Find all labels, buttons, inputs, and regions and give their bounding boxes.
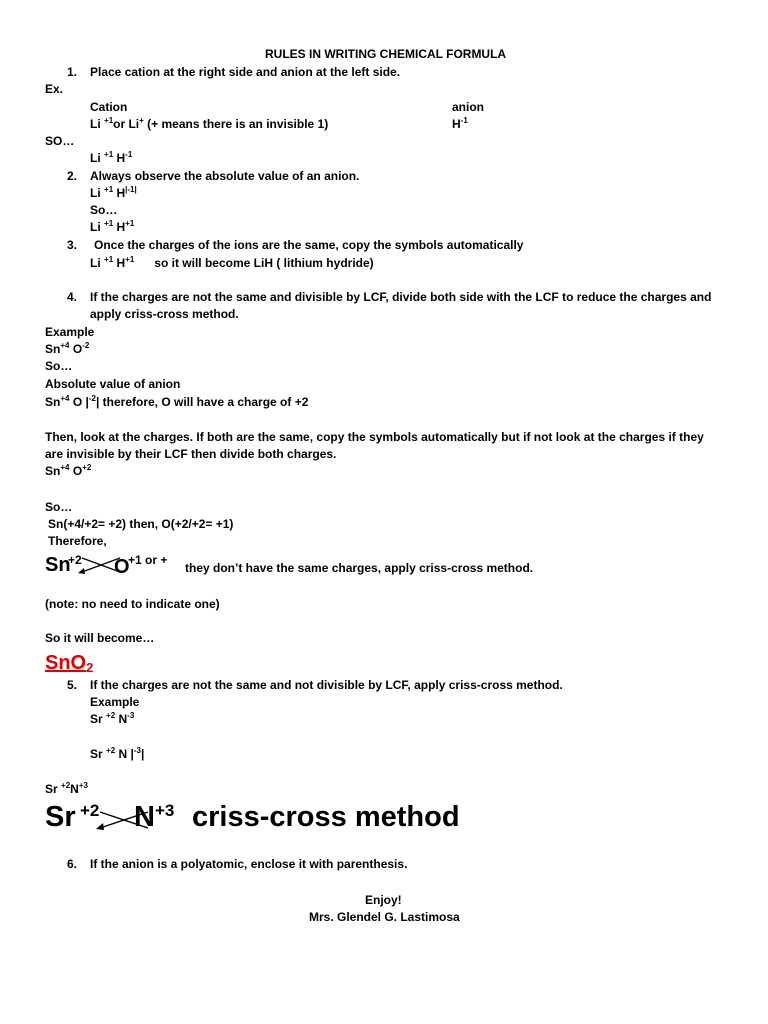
big-sn-charge: +2 [68, 553, 82, 567]
author-name: Mrs. Glendel G. Lastimosa [309, 910, 460, 924]
sno-formula-2: $Sn^{+4}$ $O^{+2}$ [45, 463, 92, 478]
criss-cross-arrows-sno [60, 554, 130, 578]
srn-abs-line: Sr $^{+2}$ N $|^{-3}|$ [90, 746, 145, 761]
rule-1-text: Place cation at the right side and anion at the left side. [90, 65, 401, 79]
srn-formula-2: Sr $^{+2}N^{+3}$ [45, 781, 88, 796]
therefore-label: Therefore, [48, 534, 107, 548]
example-label-4: Example [45, 325, 95, 339]
sno-formula-1: $Sn^{+4}$ $O^{-2}$ [45, 341, 90, 356]
then-paragraph: Then, look at the charges. If both are the same, copy the symbols automatically but if not look at the charges if they are invisible by their LCF then divide both charges. [45, 430, 704, 461]
sno2-result: SnO$_2$ [45, 652, 94, 675]
big-sr-charge: +2 [80, 801, 100, 820]
rule-2-text: Always observe the absolute value of an anion. [90, 169, 360, 183]
so-label-3: So… [45, 359, 73, 373]
lih-formula-2: Li $^{+1}$ $H^{+1}$ [90, 219, 135, 234]
big-n-charge: +3 [155, 801, 175, 820]
anion-heading: anion [452, 100, 484, 114]
big-sn: Sn [45, 554, 71, 576]
rule-3-number: 3. [67, 238, 78, 252]
big-o: O [114, 556, 130, 578]
rule-5-text: If the charges are not the same and not divisible by LCF, apply criss-cross method. [90, 678, 563, 692]
document-title: RULES IN WRITING CHEMICAL FORMULA [265, 47, 507, 61]
example-label: Ex. [45, 82, 64, 96]
so-label-2: So… [90, 203, 118, 217]
rule-1-number: 1. [67, 65, 78, 79]
cation-heading: Cation [90, 100, 128, 114]
criss-cross-arrows-srn [78, 808, 158, 832]
rule-4-text: If the charges are not the same and divisible by LCF, divide both side with the LCF to reduce the charges and apply criss-cross method. [90, 290, 712, 321]
big-o-charge: +1 or + [128, 553, 168, 567]
lih-formula-abs: Li $^{+1}$ $H^{|-1|}$ [90, 185, 137, 200]
rule-3-text: Once the charges of the ions are the same, copy the symbols automatically [94, 238, 524, 252]
criss-cross-label: criss-cross method [192, 801, 460, 833]
lih-formula-3: Li $^{+1}$ $H^{+1}$ so it will become LiH ( lithium hydride) [90, 255, 374, 270]
sno-abs-line: $Sn^{+4}$ O $|^{-2}|$ therefore, O will have a charge of +2 [45, 394, 309, 409]
rule-5-number: 5. [67, 678, 78, 692]
so-become-label: So it will become… [45, 631, 155, 645]
example-label-5: Example [90, 695, 140, 709]
note-text: (note: no need to indicate one) [45, 597, 220, 611]
absolute-value-label: Absolute value of anion [45, 377, 181, 391]
rule-2-number: 2. [67, 169, 78, 183]
criss-cross-note: they don’t have the same charges, apply criss-cross method. [185, 561, 534, 575]
cation-formula: Li $^{+1}$or Li+ (+ means there is an invisible 1) [90, 116, 329, 131]
rule-4-number: 4. [67, 290, 78, 304]
so-label-1: SO… [45, 134, 75, 148]
enjoy-text: Enjoy! [365, 893, 402, 907]
lih-formula-1: Li $^{+1}$ $H^{-1}$ [90, 150, 133, 165]
rule-6-text: If the anion is a polyatomic, enclose it with parenthesis. [90, 857, 408, 871]
big-sr: Sr [45, 801, 76, 833]
rule-6-number: 6. [67, 857, 78, 871]
big-n: N [134, 801, 155, 833]
anion-formula: $H^{-1}$ [452, 116, 468, 131]
srn-formula-1: Sr $^{+2}$ $N^{-3}$ [90, 711, 135, 726]
so-label-4: So… [45, 500, 73, 514]
division-line: Sn(+4/+2= +2) then, O(+2/+2= +1) [48, 517, 234, 531]
